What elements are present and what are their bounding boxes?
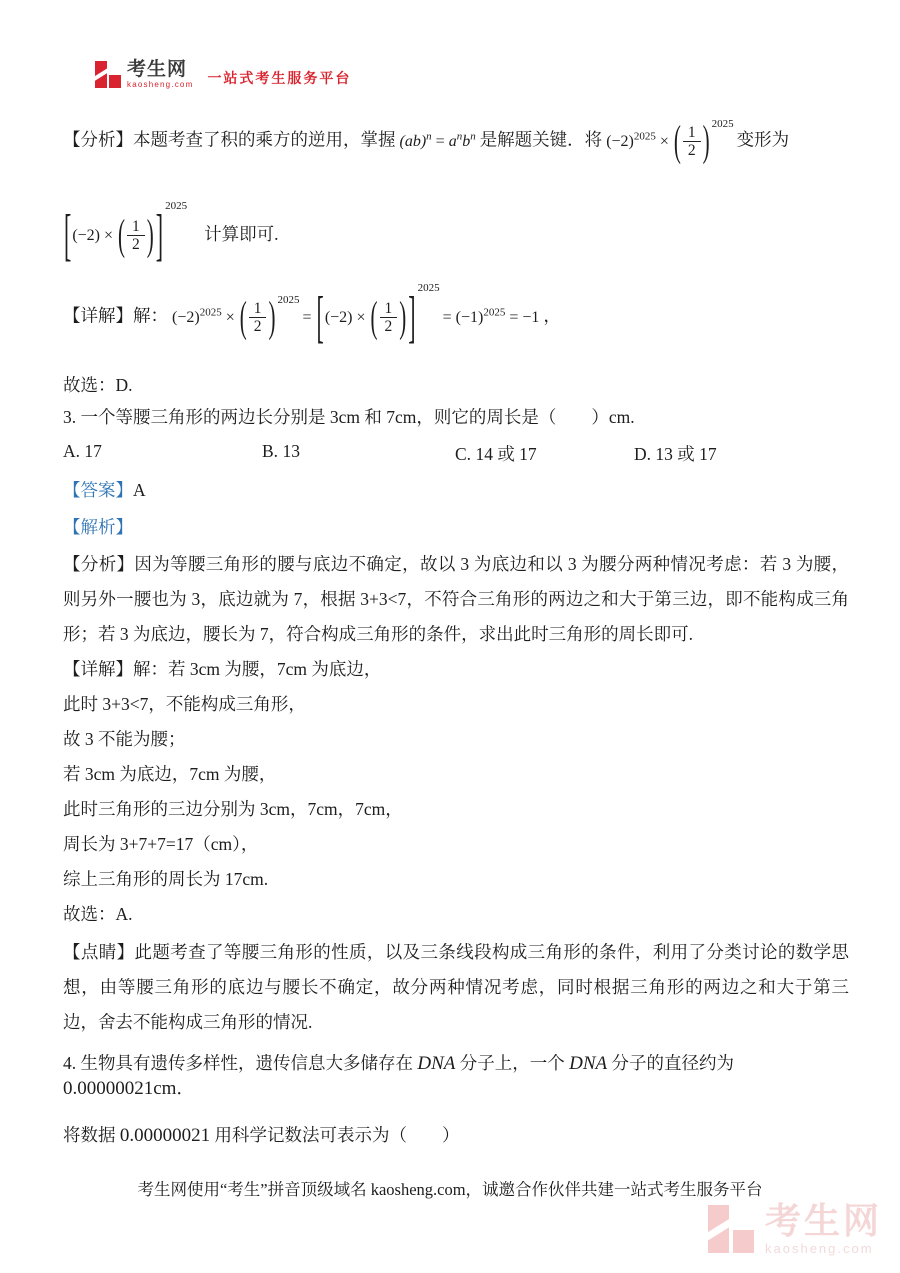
q3-number: 3. xyxy=(63,407,77,427)
compute-note: 计算即可. xyxy=(204,223,279,244)
q4-period: ． xyxy=(176,1078,194,1098)
math-operator: = xyxy=(435,132,445,150)
detail-label: 【详解】 xyxy=(63,659,133,679)
formula-power-rule xyxy=(399,130,476,150)
q3-answer-line xyxy=(63,477,849,502)
detail-label: 【详解】 xyxy=(63,305,133,326)
brand-tagline: 一站式考生服务平台 xyxy=(207,70,352,86)
q2-analysis-paragraph xyxy=(63,116,849,166)
fraction-one-half: $\frac{1}{2}$ xyxy=(683,124,701,160)
math-token: (ab) xyxy=(399,132,427,150)
math-token: (−2) xyxy=(324,308,353,326)
big-paren: ( xyxy=(118,210,126,260)
dna-italic: DNA xyxy=(569,1053,608,1074)
q3-detail-line: 综上三角形的周长为 17cm. xyxy=(63,869,269,889)
math-operator: = xyxy=(509,308,519,326)
option-b: B. 13 xyxy=(262,441,300,461)
math-token: (−2) xyxy=(606,132,634,150)
math-token: (−2) xyxy=(172,308,200,326)
q3-detail-line: 此时 3+3<7，不能构成三角形， xyxy=(63,694,306,714)
math-operator: × xyxy=(104,226,114,244)
q2-choose: 故选：D. xyxy=(63,375,133,395)
q3-tip-text: 此题考查了等腰三角形的性质，以及三条线段构成三角形的条件，利用了分类讨论的数学思想，由等腰三角形的底边与腰长不确定，故分两种情况考虑，同时根据三角形的两边之和大于第三边，舍去不能构成三角形的情况. xyxy=(63,942,850,1032)
math-exponent: 2025 xyxy=(483,306,506,319)
math-exponent: 2025 xyxy=(277,294,300,307)
q4-question-line2 xyxy=(63,1122,849,1147)
analysis-text-1: 本题考查了积的乘方的逆用，掌握 xyxy=(133,129,396,150)
math-exponent: 2025 xyxy=(711,118,734,131)
kaosheng-watermark xyxy=(708,1200,883,1256)
result-comma: ， xyxy=(543,305,561,326)
watermark-domain: kaosheng.com xyxy=(765,1241,874,1256)
formula-bracketed xyxy=(63,200,188,268)
q4-text-5: 用科学记数法可表示为（ ） xyxy=(214,1125,460,1145)
analysis-text-3: 变形为 xyxy=(736,129,790,150)
q3-detail-line: 【详解】解：若 3cm 为腰，7cm 为底边， xyxy=(63,659,382,679)
q2-display-formula xyxy=(63,200,849,268)
option-c: C. 14 或 17 xyxy=(455,444,537,464)
analysis-text-2: 是解题关键．将 xyxy=(479,129,603,150)
math-exponent: 2025 xyxy=(633,130,656,143)
q3-explanation-block xyxy=(63,547,849,1040)
q4-question-line1 xyxy=(63,1050,849,1100)
big-paren: ( xyxy=(370,292,378,342)
analysis-label: 【分析】 xyxy=(63,129,133,150)
analysis-label: 【分析】 xyxy=(63,554,135,574)
q4-text-2: 分子上，一个 xyxy=(459,1053,565,1073)
q3-options-row xyxy=(63,441,849,465)
kaosheng-watermark-icon xyxy=(708,1205,756,1253)
q3-tip-paragraph xyxy=(63,935,849,1040)
watermark-brand: 考生网 xyxy=(765,1200,883,1241)
option-a: A. 17 xyxy=(63,441,102,461)
q3-detail-line: 周长为 3+7+7=17（cm）， xyxy=(63,834,259,854)
big-paren: ) xyxy=(702,116,710,166)
big-bracket: ] xyxy=(408,284,416,350)
fraction-one-half: $\frac{1}{2}$ xyxy=(127,218,145,254)
q3-detail-line: 此时三角形的三边分别为 3cm，7cm，7cm， xyxy=(63,799,403,819)
q3-analysis-paragraph xyxy=(63,547,849,652)
tip-label: 【点睛】 xyxy=(63,942,135,962)
dna-italic: DNA xyxy=(417,1053,456,1074)
math-exponent: 2025 xyxy=(165,200,188,213)
q2-detail-paragraph xyxy=(63,282,849,350)
math-operator: × xyxy=(356,308,366,326)
math-token: b xyxy=(462,132,471,150)
big-bracket: ] xyxy=(155,202,164,268)
math-operator: × xyxy=(225,308,235,326)
q4-number: 4. xyxy=(63,1053,77,1073)
math-operator: = xyxy=(442,308,452,326)
math-exponent: 2025 xyxy=(417,282,440,295)
big-bracket: [ xyxy=(316,284,324,350)
math-exponent: n xyxy=(470,130,476,143)
math-token: (−1) xyxy=(455,308,484,326)
footer-slogan: 考生网使用“考生”拼音顶级域名 kaosheng.com，诚邀合作伙伴共建一站式考生服务平台 xyxy=(137,1180,763,1199)
brand-domain: kaosheng.com xyxy=(127,80,194,89)
q3-question-text: 一个等腰三角形的两边长分别是 3cm 和 7cm，则它的周长是（ ）cm. xyxy=(80,407,635,427)
math-exponent: 2025 xyxy=(199,306,222,319)
answer-value: A xyxy=(133,480,146,500)
math-token: (−2) xyxy=(72,226,101,244)
math-operator: × xyxy=(659,132,669,150)
math-operator: = xyxy=(302,308,312,326)
detail-solve: 解： xyxy=(133,305,168,326)
kaosheng-logo xyxy=(95,60,351,89)
big-paren: ( xyxy=(673,116,681,166)
q3-explain-label: 【解析】 xyxy=(63,517,133,537)
q4-value: 0.00000021cm xyxy=(63,1078,177,1099)
math-exponent: n xyxy=(426,130,432,143)
q4-text-4: 将数据 xyxy=(63,1125,116,1145)
big-paren: ) xyxy=(146,210,154,260)
q3-detail-line: 故 3 不能为腰； xyxy=(63,729,186,749)
fraction-one-half: $\frac{1}{2}$ xyxy=(249,300,267,336)
q4-text-1: 生物具有遗传多样性，遗传信息大多储存在 xyxy=(80,1053,413,1073)
q3-analysis-text: 因为等腰三角形的腰与底边不确定，故以 3 为底边和以 3 为腰分两种情况考虑：若 3 为腰，则另外一腰也为 3，底边就为 7，根据 3+3<7，不符合三角形的两边之和大于第三边，即不能构成三角形；若 3 为底边，腰长为 7，符合构成三角形的条件，求出此时三角形的周长即可. xyxy=(63,554,850,644)
q3-detail-line: 若 3cm 为底边，7cm 为腰， xyxy=(63,764,277,784)
fraction-one-half: $\frac{1}{2}$ xyxy=(380,300,398,336)
kaosheng-logo-icon xyxy=(95,61,122,88)
math-exponent: n xyxy=(456,130,463,143)
answer-label: 【答案】 xyxy=(63,480,133,500)
option-d: D. 13 或 17 xyxy=(634,444,717,464)
brand-name: 考生网 xyxy=(127,59,188,80)
q4-value-2: 0.00000021 xyxy=(119,1125,211,1146)
formula-full-solution xyxy=(172,282,540,350)
big-paren: ) xyxy=(268,292,276,342)
big-paren: ( xyxy=(239,292,247,342)
q3-question xyxy=(63,404,849,429)
math-token: −1 xyxy=(522,308,540,326)
q4-text-3: 分子的直径约为 xyxy=(611,1053,734,1073)
math-token: a xyxy=(448,132,457,150)
big-bracket: [ xyxy=(64,202,72,268)
q3-choose: 故选：A. xyxy=(63,904,133,924)
formula-expression xyxy=(606,116,734,166)
big-paren: ) xyxy=(399,292,407,342)
